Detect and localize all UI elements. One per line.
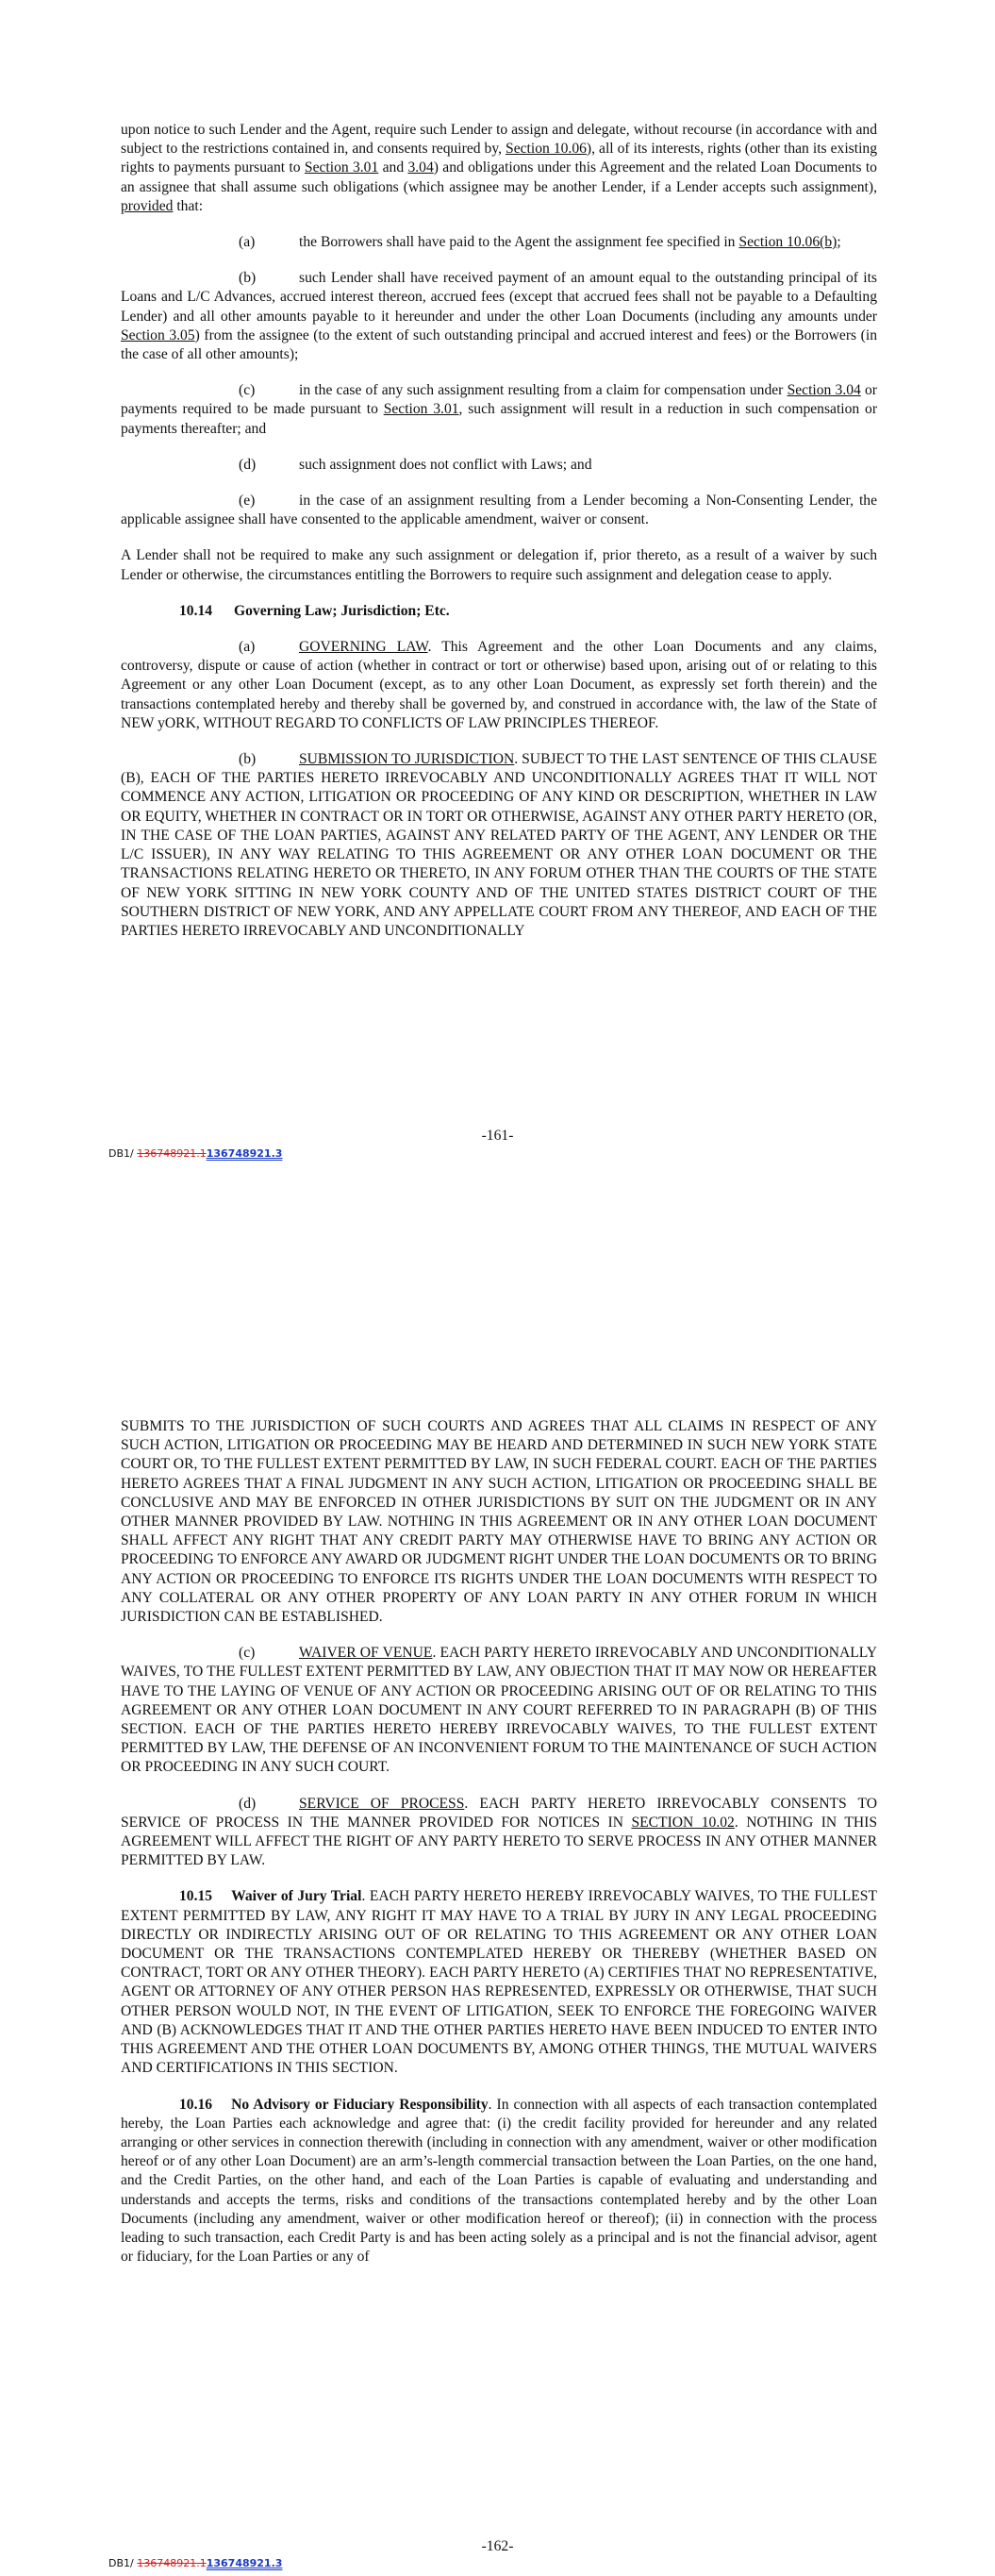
section-number: 10.14 xyxy=(179,602,213,619)
section-10-16: 10.16 No Advisory or Fiduciary Responsibility. In connection with all aspects of each transaction contemplated hereby, the Loan Parties each acknowledge and agree that: (i) the credit facility provided for hereunder and any related arranging or other services in connection therewith (including in connection with any amendment, waiver or other modification hereof or of any other Loan Document) are an arm’s-length commercial transaction between the Loan Parties, on the one hand, and the Credit Parties, on the other hand, and each of the Loan Parties is capable of evaluating and understanding and understands and accepts the terms, risks and conditions of the transactions contemplated hereby and by the other Loan Documents (including any amendment, waiver or other modification hereof or thereof); (ii) in connection with the process leading to such transaction, each Credit Party is and has been acting solely as a principal and is not the financial advisor, agent or fiduciary, for the Loan Parties or any of xyxy=(121,2096,877,2266)
document-page-162 xyxy=(0,1378,995,2576)
document-footer-id: DB1/ 136748921.1136748921.3 xyxy=(108,1147,283,1160)
paragraph-intro: upon notice to such Lender and the Agent, require such Lender to assign and delegate, without recourse (in accordance with and subject to the restrictions contained in, and consents required by, Section 10.06), all of its interests, rights (other than its existing rights to payments pursuant to Section 3.01 and 3.04) and obligations under this Agreement and the related Loan Documents to an assignee that shall assume such obligations (which assignee may be another Lender, if a Lender accepts such assignment), provided that: xyxy=(121,122,877,214)
section-link[interactable]: Section 10.06 xyxy=(506,141,587,158)
document-page-161 xyxy=(0,0,995,1217)
clause-label: (b) xyxy=(239,270,257,287)
clause-b: (b) such Lender shall have received payment of an amount equal to the outstanding principal of its Loans and L/C Advances, accrued interest thereon, accrued fees (except that accrued fees shall not be payable to a Defaulting Lender) and all other amounts payable to it hereunder and under the other Loan Documents (including any amounts under Section 3.05) from the assignee (to the extent of such outstanding principal and accrued interest and fees) or the Borrowers (in the case of all other amounts); xyxy=(121,270,877,363)
clause-title: SUBMISSION TO JURISDICTION xyxy=(299,751,515,768)
section-number: 10.16 xyxy=(179,2096,213,2113)
page-number: -161- xyxy=(481,1128,514,1144)
section-link[interactable]: Section 3.01 xyxy=(304,159,379,176)
clause-title: WAIVER OF VENUE xyxy=(299,1645,433,1662)
section-link[interactable]: Section 3.04 xyxy=(787,382,861,399)
clause-label: (a) xyxy=(239,639,256,656)
clause-label: (d) xyxy=(239,456,257,473)
document-footer-id: DB1/ 136748921.1136748921.3 xyxy=(108,2557,283,2569)
footer-new-version: 136748921.3 xyxy=(206,1147,283,1160)
paragraph-lender: A Lender shall not be required to make any such assignment or delegation if, prior thereto, as a result of a waiver by such Lender or otherwise, the circumstances entitling the Borrowers to require such assignment and delegation cease to apply. xyxy=(121,547,877,583)
section-link[interactable]: Section 3.05 xyxy=(121,326,195,343)
clause-title: GOVERNING LAW xyxy=(299,639,428,656)
section-link[interactable]: SECTION 10.02 xyxy=(631,1814,735,1831)
section-10-15: 10.15 Waiver of Jury Trial. EACH PARTY HERETO HEREBY IRREVOCABLY WAIVES, TO THE FULLEST EXTENT PERMITTED BY LAW, ANY RIGHT IT MAY HAVE TO A TRIAL BY JURY IN ANY LEGAL PROCEEDING DIRECTLY OR INDIRECTLY ARISING OUT OF OR RELATING TO THIS AGREEMENT OR ANY OTHER LOAN DOCUMENT OR THE TRANSACTIONS CONTEMPLATED HEREBY OR THEREBY (WHETHER BASED ON CONTRACT, TORT OR ANY OTHER THEORY). EACH PARTY HERETO (A) CERTIFIES THAT NO REPRESENTATIVE, AGENT OR ATTORNEY OF ANY OTHER PERSON HAS REPRESENTED, EXPRESSLY OR OTHERWISE, THAT SUCH OTHER PERSON WOULD NOT, IN THE EVENT OF LITIGATION, SEEK TO ENFORCE THE FOREGOING WAIVER AND (B) ACKNOWLEDGES THAT IT AND THE OTHER PARTIES HERETO HAVE BEEN INDUCED TO ENTER INTO THIS AGREEMENT AND THE OTHER LOAN DOCUMENTS BY, AMONG OTHER THINGS, THE MUTUAL WAIVERS AND CERTIFICATIONS IN THIS SECTION. xyxy=(121,1888,877,2077)
section-title: No Advisory or Fiduciary Responsibility xyxy=(231,2096,489,2113)
clause-label: (c) xyxy=(239,1645,256,1662)
clause-e: (e) in the case of an assignment resulting from a Lender becoming a Non-Consenting Lender, the applicable assignee shall have consented to the applicable amendment, waiver or consent. xyxy=(121,493,877,528)
section-title: Waiver of Jury Trial xyxy=(231,1888,362,1905)
section-heading-10-14 xyxy=(121,602,877,621)
clause-label: (d) xyxy=(239,1795,257,1812)
clause-governing-law: (a) GOVERNING LAW. This Agreement and the other Loan Documents and any claims, controversy, dispute or cause of action (whether in contract or tort or otherwise) based upon, arising out of or relating to this Agreement or any other Loan Document (except, as to any other Loan Document, as expressly set forth therein) and the transactions contemplated hereby and thereby shall be governed by, and construed in accordance with, the law of the State of NEW yORK, WITHOUT REGARD TO CONFLICTS OF LAW PRINCIPLES THEREOF. xyxy=(121,639,877,731)
clause-waiver-of-venue: (c) WAIVER OF VENUE. EACH PARTY HERETO IRREVOCABLY AND UNCONDITIONALLY WAIVES, TO THE FULLEST EXTENT PERMITTED BY LAW, ANY OBJECTION THAT IT MAY NOW OR HEREAFTER HAVE TO THE LAYING OF VENUE OF ANY ACTION OR PROCEEDING ARISING OUT OF OR RELATING TO THIS AGREEMENT OR ANY OTHER LOAN DOCUMENT IN ANY COURT REFERRED TO IN PARAGRAPH (B) OF THIS SECTION. EACH OF THE PARTIES HERETO HEREBY IRREVOCABLY WAIVES, TO THE FULLEST EXTENT PERMITTED BY LAW, THE DEFENSE OF AN INCONVENIENT FORUM TO THE MAINTENANCE OF SUCH ACTION OR PROCEEDING IN ANY SUCH COURT. xyxy=(121,1645,877,1776)
clause-service-of-process: (d) SERVICE OF PROCESS. EACH PARTY HERETO IRREVOCABLY CONSENTS TO SERVICE OF PROCESS IN THE MANNER PROVIDED FOR NOTICES IN SECTION 10.02. NOTHING IN THIS AGREEMENT WILL AFFECT THE RIGHT OF ANY PARTY HERETO TO SERVE PROCESS IN ANY OTHER MANNER PERMITTED BY LAW. xyxy=(121,1795,878,1869)
clause-d: (d) such assignment does not conflict with Laws; and xyxy=(121,456,877,475)
page-body xyxy=(121,121,877,958)
clause-title: SERVICE OF PROCESS xyxy=(299,1795,465,1812)
provided-term: provided xyxy=(121,197,174,214)
clause-label: (a) xyxy=(239,234,256,251)
section-title: Governing Law; Jurisdiction; Etc. xyxy=(234,602,450,619)
clause-label: (b) xyxy=(239,751,257,768)
section-number: 10.15 xyxy=(179,1888,213,1905)
page-body xyxy=(121,1417,877,2283)
footer-old-version: 136748921.1 xyxy=(137,2557,207,2569)
clause-label: (e) xyxy=(239,493,256,510)
section-link[interactable]: Section 3.01 xyxy=(383,401,459,418)
clause-submission-to-jurisdiction: (b) SUBMISSION TO JURISDICTION. SUBJECT TO THE LAST SENTENCE OF THIS CLAUSE (B), EACH OF THE PARTIES HERETO IRREVOCABLY AND UNCONDITIONALLY AGREES THAT IT WILL NOT COMMENCE ANY ACTION, LITIGATION OR PROCEEDING OF ANY KIND OR DESCRIPTION, WHETHER IN LAW OR EQUITY, WHETHER IN CONTRACT OR IN TORT OR OTHERWISE, AGAINST ANY OTHER PARTY HERETO (OR, IN THE CASE OF THE LOAN PARTIES, AGAINST ANY RELATED PARTY OF THE AGENT, ANY LENDER OR THE L/C ISSUER), IN ANY WAY RELATING TO THIS AGREEMENT OR ANY OTHER LOAN DOCUMENT OR THE TRANSACTIONS RELATING HERETO OR THERETO, IN ANY FORUM OTHER THAN THE COURTS OF THE STATE OF NEW YORK SITTING IN NEW YORK COUNTY AND OF THE UNITED STATES DISTRICT COURT OF THE SOUTHERN DISTRICT OF NEW YORK, AND ANY APPELLATE COURT FROM ANY THEREOF, AND EACH OF THE PARTIES HERETO IRREVOCABLY AND UNCONDITIONALLY xyxy=(121,751,877,939)
page-number: -162- xyxy=(481,2538,514,2554)
section-link[interactable]: Section 10.06(b) xyxy=(738,234,837,251)
paragraph-jurisdiction-continued: SUBMITS TO THE JURISDICTION OF SUCH COURTS AND AGREES THAT ALL CLAIMS IN RESPECT OF ANY SUCH ACTION, LITIGATION OR PROCEEDING MAY BE HEARD AND DETERMINED IN SUCH NEW YORK STATE COURT OR, TO THE FULLEST EXTENT PERMITTED BY LAW, IN SUCH FEDERAL COURT. EACH OF THE PARTIES HERETO AGREES THAT A FINAL JUDGMENT IN ANY SUCH ACTION, LITIGATION OR PROCEEDING SHALL BE CONCLUSIVE AND MAY BE ENFORCED IN OTHER JURISDICTIONS BY SUIT ON THE JUDGMENT OR IN ANY OTHER MANNER PROVIDED BY LAW. NOTHING IN THIS AGREEMENT OR IN ANY OTHER LOAN DOCUMENT SHALL AFFECT ANY RIGHT THAT ANY CREDIT PARTY MAY OTHERWISE HAVE TO BRING ANY ACTION OR PROCEEDING TO ENFORCE ANY AWARD OR JUDGMENT RIGHT UNDER THE LOAN DOCUMENTS OR TO BRING ANY ACTION OR PROCEEDING TO ENFORCE ITS RIGHTS UNDER THE LOAN DOCUMENTS WITH RESPECT TO ANY COLLATERAL OR ANY OTHER PROPERTY OF ANY LOAN PARTY IN ANY OTHER FORUM IN WHICH JURISDICTION CAN BE ESTABLISHED. xyxy=(121,1418,877,1626)
clause-c: (c) in the case of any such assignment resulting from a claim for compensation under Section 3.04 or payments required to be made pursuant to Section 3.01, such assignment will result in a reduction in such compensation or payments thereafter; and xyxy=(121,382,878,437)
footer-new-version: 136748921.3 xyxy=(206,2557,283,2569)
section-link[interactable]: 3.04 xyxy=(407,159,434,176)
clause-a: (a) the Borrowers shall have paid to the Agent the assignment fee specified in Section 10.06(b); xyxy=(121,233,877,252)
footer-old-version: 136748921.1 xyxy=(137,1147,207,1160)
clause-label: (c) xyxy=(239,382,256,399)
